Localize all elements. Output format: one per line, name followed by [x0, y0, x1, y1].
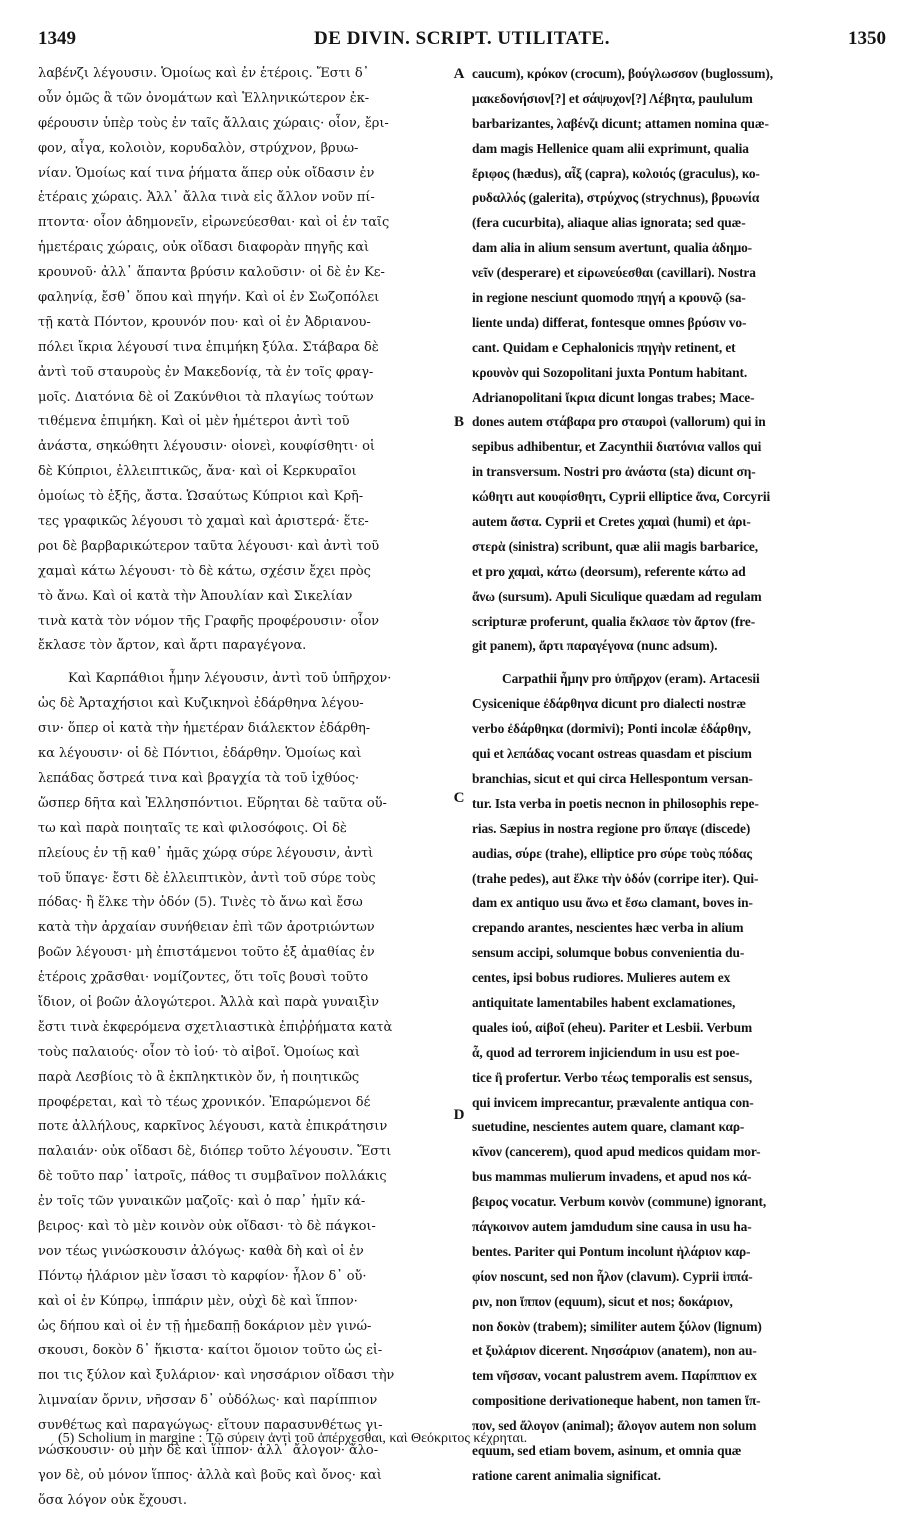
text-line: in transversum. Nostri pro ἀνάστα (sta) dicunt ση-: [472, 464, 756, 480]
margin-marker-a: A: [453, 66, 465, 82]
text-line: κατὰ τὴν ἀρχαίαν συνήθειαν ἐπὶ τῶν ἀροτριώντων: [38, 920, 375, 936]
text-line: ρυδαλλός (galerita), στρύχνος (strychnus), βρυωνία: [472, 190, 760, 206]
text-line: μοῖς. Διατόνια δὲ οἱ Ζακύνθιοι τὰ πλαγίως τούτων: [38, 389, 374, 405]
text-line: ἐν τοῖς τῶν γυναικῶν μαζοῖς· καὶ ὁ παρ᾽ ἡμῖν κά-: [38, 1194, 366, 1210]
running-header: [38, 28, 886, 54]
page-number-right: 1350: [848, 28, 886, 49]
text-line: centes, ipsi bobus rudiores. Mulieres autem ex: [472, 970, 731, 986]
text-line: ἔριφος (hædus), αἶξ (capra), κολοιός (graculus), κο-: [472, 165, 760, 181]
text-line: ὡς δήπου καὶ οἱ ἐν τῇ ἡμεδαπῇ δοκάριον μὲν γινώ-: [38, 1318, 372, 1334]
text-line: τινὰ κατὰ τὸν νόμον τῆς Γραφῆς προφέρουσιν· οἷον: [38, 613, 379, 629]
text-line: ὥσπερ δῆτα καὶ Ἑλλησπόντιοι. Εὕρηται δὲ ταῦτα οὕ-: [38, 795, 387, 811]
text-line: νίαν. Ὁμοίως καί τινα ῥήματα ἅπερ οὐκ οἴδασιν ἐν: [38, 165, 375, 181]
text-line: cant. Quidam e Cephalonicis πηγὴν retinent, et: [472, 339, 736, 355]
text-line: τω καὶ παρὰ ποιηταῖς τε καὶ φιλοσόφοις. Οἱ δὲ: [38, 820, 347, 836]
paragraph-gap: [38, 659, 456, 667]
text-line: sepibus adhibentur, et Zacynthii διατόνια vallos qui: [472, 439, 762, 455]
text-line: πάγκοινον autem jamdudum sine causa in usu ha-: [472, 1218, 752, 1234]
text-line: ἆ, quod ad terrorem injiciendum in usu est poe-: [472, 1044, 740, 1060]
text-line: τοῦ ὕπαγε· ἔστι δὲ ἐλλειπτικὸν, ἀντὶ τοῦ σύρε τοὺς: [38, 870, 376, 886]
text-line: verbo ἐδάρθηκα (dormivi); Ponti incolæ ἐδάρθην,: [472, 721, 751, 737]
text-line: autem ἄστα. Cyprii et Cretes χαμαὶ (humi) et ἀρι-: [472, 514, 751, 530]
text-line: git panem), ἄρτι παραγέγονα (nunc adsum).: [472, 638, 718, 654]
text-line: Πόντῳ ἡλάριον μὲν ἴσασι τὸ καρφίον· ἧλον δ᾽ οὔ·: [38, 1268, 367, 1284]
text-line: branchias, sicut et qui circa Hellespontum versan-: [472, 770, 753, 786]
text-line: προφέρεται, καὶ τὸ τέως χρονικόν. Ἐπαρώμενοι δέ: [38, 1094, 371, 1110]
text-line: Carpathii ἦμην pro ὑπῆρχον (eram). Artacesii: [502, 671, 760, 687]
text-line: ἔστι τινὰ ἐκφερόμενα σχετλιαστικὰ ἐπιῤῥήματα κατὰ: [38, 1019, 393, 1035]
text-line: τες γραφικῶς λέγουσι τὸ χαμαὶ καὶ ἀριστερά· ἕτε-: [38, 514, 369, 530]
text-line: dones autem στάβαρα pro σταυροὶ (vallorum) qui in: [472, 414, 766, 430]
text-line: δὲ Κύπριοι, ἐλλειπτικῶς, ἄνα· καὶ οἱ Κερκυραῖοι: [38, 464, 357, 480]
text-line: σκουσι, δοκὸν δ᾽ ἥκιστα· καίτοι ὅμοιον τοῦτο ὡς εἰ-: [38, 1343, 383, 1359]
text-line: (trahe pedes), aut ἕλκε τὴν ὁδόν (corripe iter). Qui-: [472, 870, 759, 886]
text-line: φον, αἶγα, κολοιὸν, κορυδαλὸν, στρύχνον, βρυω-: [38, 140, 359, 156]
margin-marker-b: B: [453, 414, 464, 430]
text-line: audias, σύρε (trahe), elliptice pro σύρε τοὺς πόδας: [472, 845, 752, 861]
text-line: φέρουσιν ὑπὲρ τοὺς ἐν ταῖς ἄλλαις χώραις· οἷον, ἔρι-: [38, 115, 389, 131]
text-line: ἀνάστα, σηκώθητι λέγουσιν· οἱονεὶ, κουφίσθητι· οἱ: [38, 439, 375, 455]
text-line: et ξυλάριον dicerent. Νησσάριον (anatem), non au-: [472, 1343, 757, 1359]
text-line: non δοκὸν (trabem); similiter autem ξύλον (lignum): [472, 1318, 762, 1334]
text-line: caucum), κρόκον (crocum), βούγλωσσον (buglossum),: [472, 66, 773, 81]
text-line: πόλει ἴκρια λέγουσί τινα ἐπιμήκη ξύλα. Στάβαρα δὲ: [38, 339, 379, 355]
text-line: βειρος· καὶ τὸ μὲν κοινὸν οὐκ οἴδασι· τὸ δὲ πάγκοι-: [38, 1218, 376, 1234]
text-line: et pro χαμαὶ, κάτω (deorsum), referente κάτω ad: [472, 563, 746, 579]
text-line: τὸ ἄνω. Καὶ οἱ κατὰ τὴν Ἀπουλίαν καὶ Σικελίαν: [38, 588, 353, 604]
text-line: παρὰ Λεσβίοις τὸ ἃ ἐκπληκτικὸν ὄν, ἡ ποιητικῶς: [38, 1069, 360, 1085]
text-line: antiquitate lamentabiles habent exclamationes,: [472, 994, 736, 1010]
text-line: (fera cucurbita), aliaque alias ignorata; sed quæ-: [472, 215, 746, 231]
text-line: συνθέτως καὶ παραγώγως· εἴτουν παρασυνθέτως γι-: [38, 1418, 383, 1434]
text-line: qui et λεπάδας vocant ostreas quasdam et piscium: [472, 746, 752, 762]
text-line: στερὰ (sinistra) scribunt, quæ alii magis barbarice,: [472, 538, 759, 554]
text-line: τῇ κατὰ Πόντον, κρουνόν που· καὶ οἱ ἐν Ἀδριανου-: [38, 314, 371, 330]
text-line: Καὶ Καρπάθιοι ἦμην λέγουσιν, ἀντὶ τοῦ ὑπῆρχον·: [68, 671, 392, 687]
greek-column: [38, 62, 456, 1514]
text-line: compositione derivationeque habent, non tamen ἵπ-: [472, 1393, 761, 1409]
text-line: πτοντα· οἷον ἀδημονεῖν, εἰρωνεύεσθαι· καὶ οἱ ἐν ταῖς: [38, 215, 390, 231]
text-line: χαμαὶ κάτω λέγουσι· τὸ δὲ κάτω, σχέσιν ἔχει πρὸς: [38, 563, 371, 579]
text-line: sensum accipi, solumque bobus convenientia du-: [472, 945, 745, 961]
text-line: ριν, non ἵππον (equum), sicut et nos; δοκάριον,: [472, 1293, 733, 1309]
text-line: πον, sed ἄλογον (animal); ἄλογον autem non solum: [472, 1418, 757, 1434]
text-line: καὶ οἱ ἐν Κύπρῳ, ἱππάριν μὲν, οὐχὶ δὲ καὶ ἵππον·: [38, 1293, 358, 1309]
text-line: πόδας· ἢ ἕλκε τὴν ὁδόν (5). Τινὲς τὸ ἄνω καὶ ἔσω: [38, 895, 363, 911]
text-line: ποτε ἀλλήλους, καρκῖνος λέγουσι, κατὰ ἐπικράτησιν: [38, 1119, 388, 1135]
text-line: tur. Ista verba in poetis necnon in philosophis repe-: [472, 795, 759, 811]
text-line: ἴδιον, οἱ βοῶν ἀλογώτεροι. Ἀλλὰ καὶ παρὰ γυναιξὶν: [38, 994, 379, 1010]
text-line: φίον noscunt, sed non ἧλον (clavum). Cyprii ἱππά-: [472, 1268, 753, 1284]
text-line: κα λέγουσιν· οἱ δὲ Πόντιοι, ἐδάρθην. Ὁμοίως καὶ: [38, 746, 362, 762]
text-line: οὖν ὁμῶς ἃ τῶν ὀνομάτων καὶ Ἑλληνικώτερον ἐκ-: [38, 90, 370, 106]
text-line: equum, sed etiam bovem, asinum, et omnia quæ: [472, 1442, 742, 1458]
text-line: φαληνίᾳ, ἔσθ᾽ ὅπου καὶ πηγήν. Καὶ οἱ ἐν Σωζοπόλει: [38, 290, 380, 306]
text-line: σιν· ὅπερ οἱ κατὰ τὴν ἡμετέραν διάλεκτον ἐδάρθη-: [38, 721, 371, 737]
text-line: dam ex antiquo usu ἄνω et ἔσω clamant, boves in-: [472, 895, 753, 911]
text-line: dam alia in alium sensum avertunt, qualia ἀδημο-: [472, 240, 753, 256]
text-line: κρουνοῦ· ἀλλ᾽ ἅπαντα βρύσιν καλοῦσιν· οἱ δὲ ἐν Κε-: [38, 265, 385, 281]
text-line: λιμναίαν ὄρνιν, νῆσσαν δ᾽ οὐδόλως· καὶ παρίππιον: [38, 1393, 378, 1409]
text-line: ratione carent animalia significat.: [472, 1467, 661, 1483]
text-line: ἡμετέραις χώραις, οὐκ οἴδασι διαφορὰν πηγῆς καὶ: [38, 240, 370, 256]
text-line: liente unda) differat, fontesque omnes βρύσιν vo-: [472, 314, 747, 330]
text-line: in regione nesciunt quomodo πηγή a κρουνῷ (sa-: [472, 290, 746, 306]
running-title: DE DIVIN. SCRIPT. UTILITATE.: [314, 28, 610, 49]
text-line: ὁμοίως τὸ ἑξῆς, ἄστα. Ὡσαύτως Κύπριοι καὶ Κρῆ-: [38, 489, 364, 505]
text-line: crepando arantes, nescientes hæc verba in alium: [472, 920, 744, 936]
text-line: rias. Sæpius in nostra regione pro ὕπαγε (discede): [472, 820, 751, 836]
text-line: Adrianopolitani ἴκρια dicunt longas trabes; Mace-: [472, 389, 755, 405]
text-line: νώσκουσιν· οὐ μὴν δὲ καὶ ἵππον· ἀλλ᾽ ἄλογον· ἄλο-: [38, 1442, 379, 1458]
page-number-left: 1349: [38, 28, 76, 49]
text-line: ἑτέραις χώραις. Ἀλλ᾽ ἄλλα τινὰ εἰς ἄλλον νοῦν πί-: [38, 190, 375, 206]
text-line: ποι τις ξύλον καὶ ξυλάριον· καὶ νησσάριον οἴδασι τὴν: [38, 1368, 395, 1384]
text-line: τοὺς παλαιούς· οἷον τὸ ἰού· τὸ αἰβοῖ. Ὁμοίως καὶ: [38, 1044, 360, 1060]
text-line: μακεδονήσιον[?] et σάψυχον[?] Λέβητα, paululum: [472, 90, 753, 106]
text-line: ὡς δὲ Ἀρταχήσιοι καὶ Κυζικηνοὶ ἐδάρθηνα λέγου-: [38, 696, 364, 712]
text-line: λεπάδας ὄστρεά τινα καὶ βραγχία τὰ τοῦ ἰχθύος·: [38, 770, 360, 786]
text-line: γον δὲ, οὐ μόνον ἵππος· ἀλλὰ καὶ βοῦς καὶ ὄνος· καὶ: [38, 1467, 382, 1483]
text-line: ἀντὶ τοῦ σταυροὺς ἐν Μακεδονίᾳ, τὰ ἐν τοῖς φραγ-: [38, 364, 374, 380]
text-line: βειρος vocatur. Verbum κοινὸν (commune) ignorant,: [472, 1194, 767, 1210]
text-line: qui invicem imprecantur, prævalente antiqua con-: [472, 1094, 754, 1110]
text-line: bentes. Pariter qui Pontum incolunt ἡλάριον καρ-: [472, 1243, 751, 1259]
margin-marker-c: C: [453, 790, 465, 806]
text-line: κώθητι aut κουφίσθητι, Cyprii elliptice ἄνα, Corcyrii: [472, 489, 771, 505]
text-line: παλαιάν· οὐκ οἴδασι δὲ, διόπερ τοῦτο λέγουσιν. Ἔστι: [38, 1144, 392, 1160]
text-line: νον τέως γινώσκουσιν ἀλόγως· καθὰ δὴ καὶ οἱ ἐν: [38, 1243, 364, 1259]
text-line: κῖνον (cancerem), quod apud medicos quidam mor-: [472, 1144, 761, 1160]
text-line: κρουνὸν qui Sozopolitani juxta Pontum habitant.: [472, 364, 748, 380]
text-line: ἑτέροις χρᾶσθαι· νομίζοντες, ὅτι τοῖς βουσὶ τοῦτο: [38, 970, 369, 986]
text-line: δὲ τοῦτο παρ᾽ ἰατροῖς, πάθος τι συμβαῖνον πολλάκις: [38, 1169, 387, 1185]
text-line: dam magis Hellenice quam alii exprimunt, qualia: [472, 140, 749, 156]
text-line: bus mammas mulierum invadens, et apud nos κά-: [472, 1169, 752, 1185]
text-line: tem νῆσσαν, vocant palustrem avem. Παρίππιον ex: [472, 1368, 757, 1384]
text-line: ἄνω (sursum). Apuli Siculique quædam ad regulam: [472, 588, 762, 604]
paragraph-gap: [472, 659, 890, 667]
text-line: ροι δὲ βαρβαρικώτερον ταῦτα λέγουσι· καὶ ἀντὶ τοῦ: [38, 538, 380, 554]
text-line: ἔκλασε τὸν ἄρτον, καὶ ἄρτι παραγέγονα.: [38, 638, 307, 654]
text-line: suetudine, nescientes autem quare, clamant καρ-: [472, 1119, 745, 1135]
text-line: πλείους ἐν τῇ καθ᾽ ἡμᾶς χώρᾳ σύρε λέγουσιν, ἀντὶ: [38, 845, 374, 861]
margin-marker-d: D: [453, 1107, 465, 1123]
text-line: βοῶν λέγουσι· μὴ ἐπιστάμενοι τοῦτο ἐξ ἀμαθίας ἐν: [38, 945, 375, 961]
footnote: (5) Scholium in margine : Τῷ σύρειν ἀντὶ τοῦ ἀπέρχεσθαι, καὶ Θεόκριτος κέχρηται.: [58, 1431, 528, 1446]
text-line: λαβένζι λέγουσιν. Ὁμοίως καὶ ἐν ἑτέροις. Ἔστι δ᾽: [38, 66, 370, 81]
text-line: νεῖν (desperare) et εἰρωνεύεσθαι (cavillari). Nostra: [472, 265, 756, 281]
text-line: τιθέμενα ἐπιμήκη. Καὶ οἱ μὲν ἡμέτεροι ἀντὶ τοῦ: [38, 414, 350, 430]
text-line: tice ἢ profertur. Verbo τέως temporalis est sensus,: [472, 1069, 753, 1085]
text-line: scripturæ proferunt, qualia ἔκλασε τὸν ἄρτον (fre-: [472, 613, 756, 629]
text-line: ὅσα λόγον οὐκ ἔχουσι.: [38, 1492, 187, 1508]
text-line: barbarizantes, λαβένζι dicunt; attamen nomina quæ-: [472, 115, 769, 131]
text-line: quales ἰού, αἰβοῖ (eheu). Pariter et Lesbii. Verbum: [472, 1019, 753, 1035]
latin-column: [472, 62, 890, 1489]
text-line: Cysicenique ἐδάρθηνα dicunt pro dialecti nostræ: [472, 696, 746, 712]
